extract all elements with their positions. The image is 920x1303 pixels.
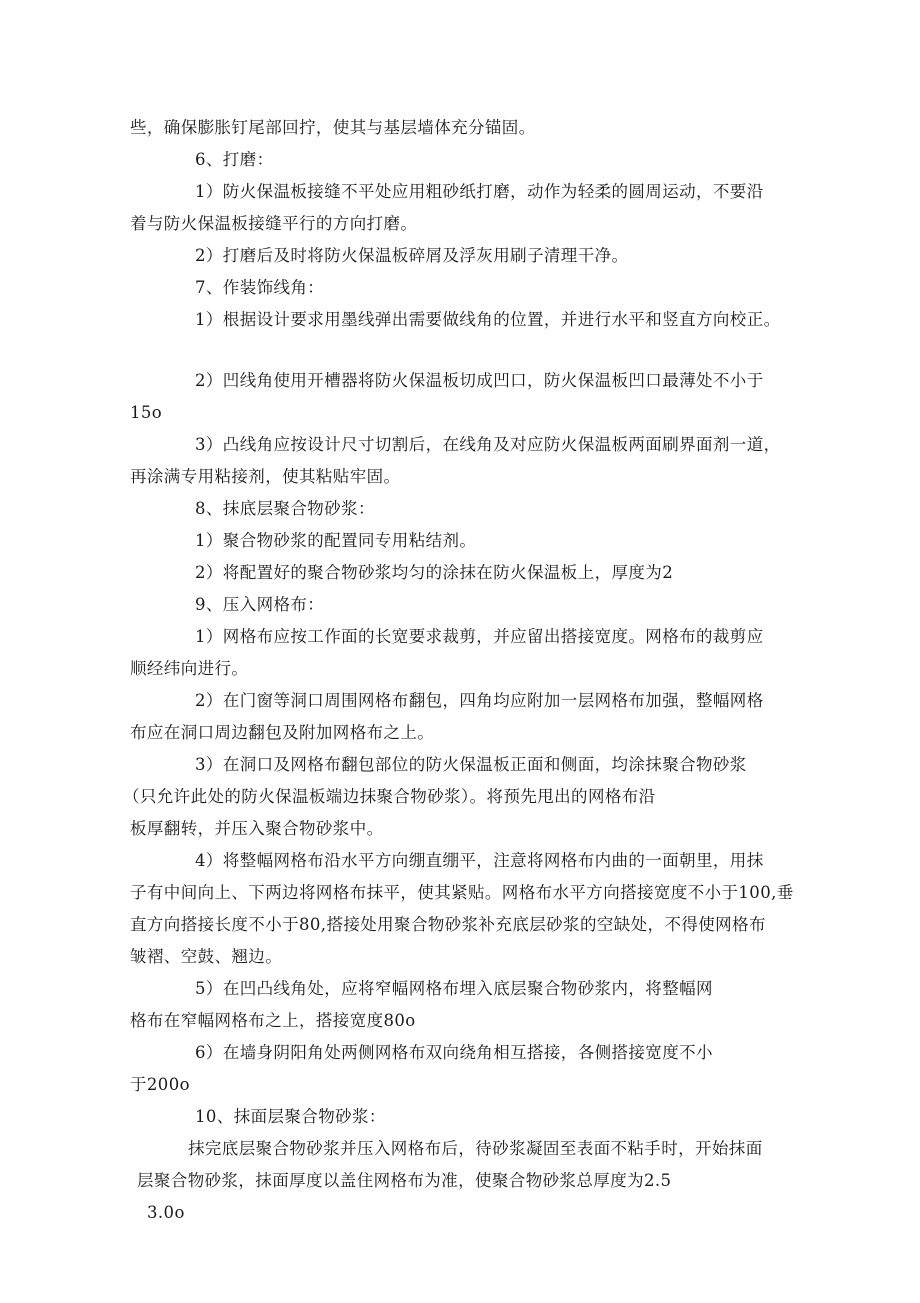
text-line: （只允许此处的防火保温板端边抹聚合物砂浆）。将预先甩出的网格布沿 bbox=[123, 787, 656, 806]
section-heading-8: 8、抹底层聚合物砂浆： bbox=[195, 499, 375, 518]
text-line: 再涂满专用粘接剂，使其粘贴牢固。 bbox=[130, 467, 401, 486]
text-line: 皱褶、空鼓、翘边。 bbox=[130, 947, 283, 966]
text-line: 4）将整幅网格布沿水平方向绷直绷平，注意将网格布内曲的一面朝里，用抹 bbox=[195, 851, 764, 870]
text-line: 2）打磨后及时将防火保温板碎屑及浮灰用刷子清理干净。 bbox=[195, 246, 629, 265]
text-line: 层聚合物砂浆，抹面厚度以盖住网格布为准，使聚合物砂浆总厚度为2.5 bbox=[137, 1171, 672, 1190]
text-line: 15o bbox=[130, 403, 163, 422]
text-line: 直方向搭接长度不小于80,搭接处用聚合物砂浆补充底层砂浆的空缺处，不得使网格布 bbox=[130, 915, 766, 934]
text-line: 1）防火保温板接缝不平处应用粗砂纸打磨，动作为轻柔的圆周运动，不要沿 bbox=[195, 182, 764, 201]
text-line: 着与防火保温板接缝平行的方向打磨。 bbox=[130, 214, 418, 233]
text-line: 于200o bbox=[130, 1075, 190, 1094]
text-line: 6）在墙身阴阳角处两侧网格布双向绕角相互搭接，各侧搭接宽度不小 bbox=[195, 1043, 713, 1062]
section-heading-10: 10、抹面层聚合物砂浆： bbox=[195, 1107, 386, 1126]
text-line: 布应在洞口周边翻包及附加网格布之上。 bbox=[130, 723, 435, 742]
text-line: 格布在窄幅网格布之上，搭接宽度80o bbox=[130, 1011, 416, 1030]
text-line: 顺经纬向进行。 bbox=[130, 659, 249, 678]
text-line: 3.0o bbox=[147, 1203, 185, 1222]
text-line: 2）凹线角使用开槽器将防火保温板切成凹口，防火保温板凹口最薄处不小于 bbox=[195, 371, 764, 390]
text-line: 2）将配置好的聚合物砂浆均匀的涂抹在防火保温板上，厚度为2 bbox=[195, 563, 674, 582]
text-line: 3）凸线角应按设计尺寸切割后，在线角及对应防火保温板两面刷界面剂一道， bbox=[195, 435, 781, 454]
section-heading-9: 9、压入网格布： bbox=[195, 595, 325, 614]
text-line: 板厚翻转，并压入聚合物砂浆中。 bbox=[130, 819, 384, 838]
section-heading-7: 7、作装饰线角： bbox=[195, 278, 325, 297]
text-line: 抹完底层聚合物砂浆并压入网格布后，待砂浆凝固至表面不粘手时，开始抹面 bbox=[188, 1139, 763, 1158]
section-heading-6: 6、打磨： bbox=[195, 150, 274, 169]
text-line: 1）聚合物砂浆的配置同专用粘结剂。 bbox=[195, 531, 477, 550]
text-line: 2）在门窗等洞口周围网格布翻包，四角均应附加一层网格布加强，整幅网格 bbox=[195, 691, 764, 710]
text-line: 3）在洞口及网格布翻包部位的防火保温板正面和侧面，均涂抹聚合物砂浆 bbox=[195, 755, 747, 774]
text-line: 1）根据设计要求用墨线弹出需要做线角的位置，并进行水平和竖直方向校正。 bbox=[195, 310, 781, 329]
text-line: 1）网格布应按工作面的长宽要求裁剪，并应留出搭接宽度。网格布的裁剪应 bbox=[195, 627, 764, 646]
text-line: 些，确保膨胀钉尾部回拧，使其与基层墙体充分锚固。 bbox=[130, 118, 536, 137]
text-line: 5）在凹凸线角处，应将窄幅网格布埋入底层聚合物砂浆内，将整幅网 bbox=[195, 979, 713, 998]
text-line: 子有中间向上、下两边将网格布抹平，使其紧贴。网格布水平方向搭接宽度不小于100,垂 bbox=[130, 883, 794, 902]
